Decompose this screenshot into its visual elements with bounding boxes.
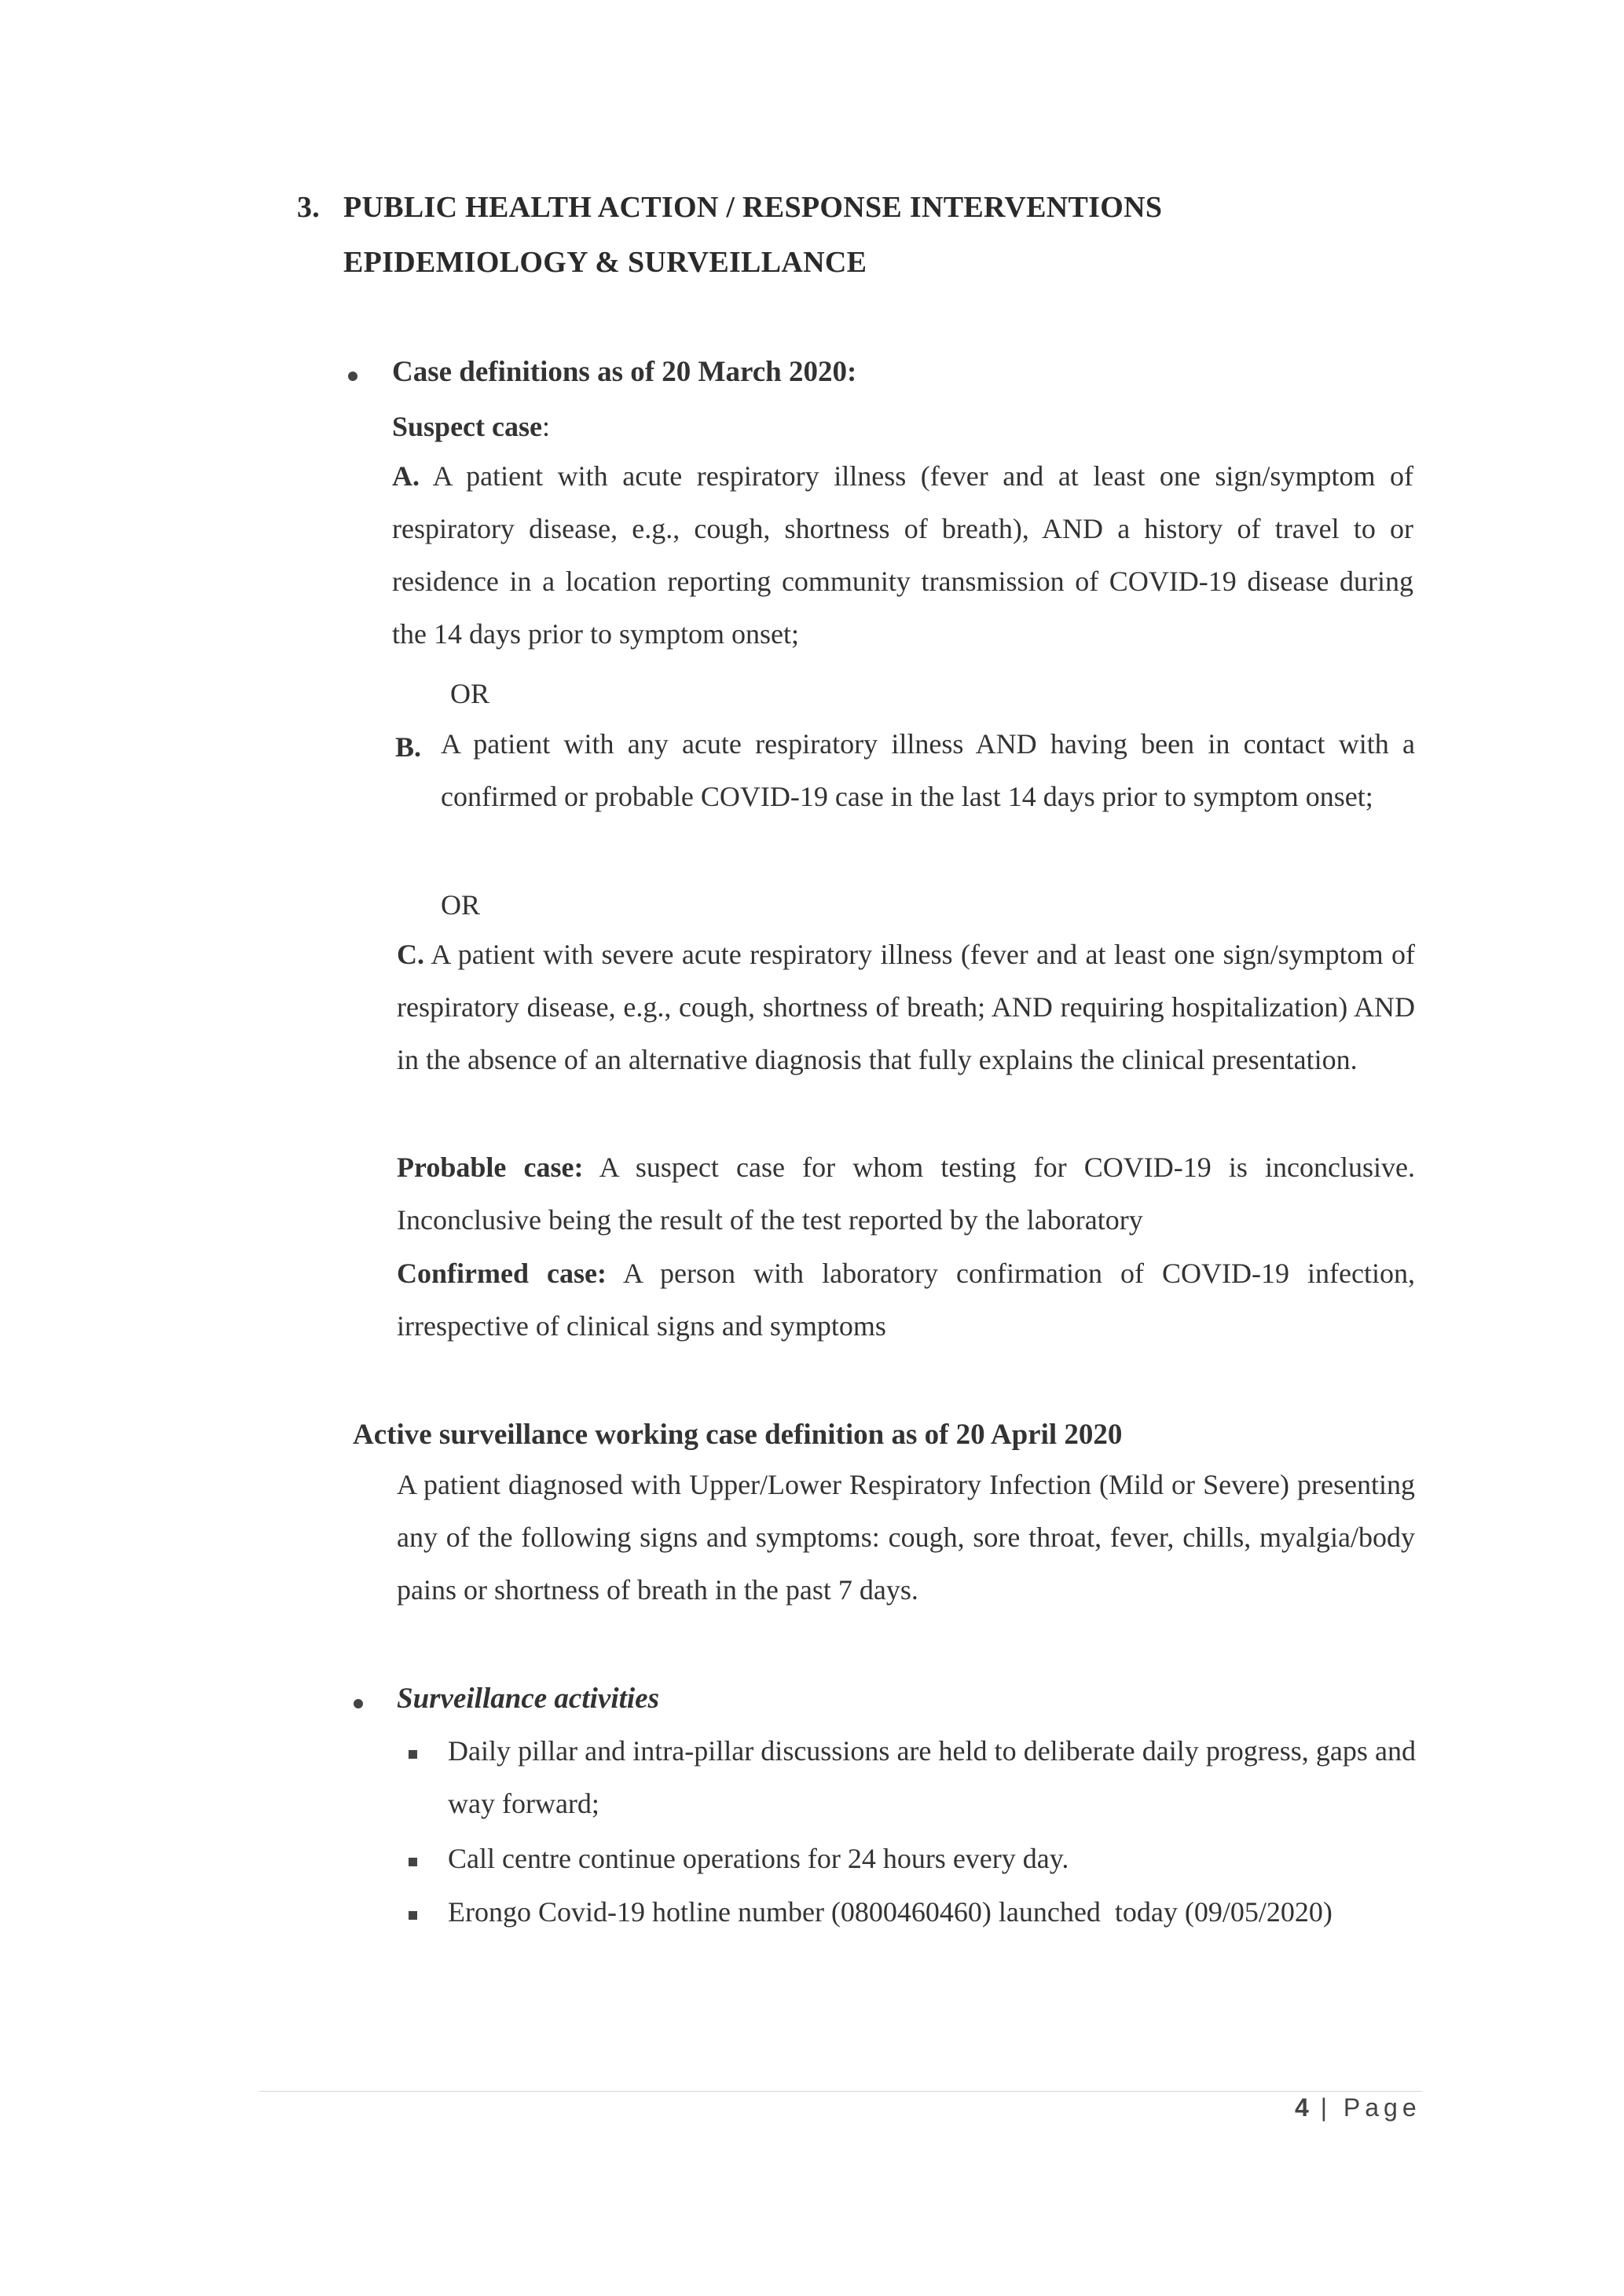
activity-item: Call centre continue operations for 24 hours every day. bbox=[448, 1843, 1069, 1874]
footer-divider bbox=[259, 2091, 1422, 2092]
or-separator: OR bbox=[450, 678, 490, 709]
criterion-c-text: A patient with severe acute respiratory illness (fever and at least one sign/symptom of respiratory disease, e.g., cough, shortness of breath; AND requiring hospitalization) AND in the absence of an alternative diagnosis that fully explains the clinical presentation. bbox=[397, 939, 1416, 1075]
square-bullet-icon bbox=[409, 1858, 417, 1866]
probable-case-text: A suspect case for whom testing for COVID-19 is inconclusive. Inconclusive being the result of the test reported by the laboratory bbox=[397, 1152, 1416, 1236]
confirmed-case bbox=[397, 1247, 1415, 1353]
criterion-c-label: C. bbox=[397, 939, 424, 970]
suspect-case-heading bbox=[392, 410, 550, 443]
page-number: 4 bbox=[1295, 2093, 1309, 2122]
bullet-icon bbox=[348, 372, 357, 381]
square-bullet-icon bbox=[409, 1750, 417, 1759]
suspect-case-colon: : bbox=[542, 411, 551, 442]
suspect-case-label: Suspect case bbox=[392, 411, 542, 442]
case-definitions-heading: Case definitions as of 20 March 2020: bbox=[392, 356, 857, 388]
section-title: PUBLIC HEALTH ACTION / RESPONSE INTERVENTIONS bbox=[343, 191, 1163, 224]
page-footer bbox=[1295, 2093, 1421, 2122]
section-number: 3. bbox=[297, 191, 321, 224]
surveillance-activities-heading: Surveillance activities bbox=[397, 1683, 659, 1715]
criterion-a-label: A. bbox=[392, 460, 420, 492]
criterion-a-text: A patient with acute respiratory illness (fever and at least one sign/symptom of respiratory disease, e.g., cough, shortness of breath), AND a history of travel to or residence in a location reporting community transmission of COVID-19 disease during the 14 days prior to symptom onset; bbox=[392, 460, 1414, 650]
footer-separator: | bbox=[1320, 2093, 1332, 2122]
page-label: Page bbox=[1343, 2093, 1421, 2122]
square-bullet-icon bbox=[409, 1911, 417, 1920]
confirmed-case-label: Confirmed case: bbox=[397, 1258, 607, 1289]
active-surveillance-text: A patient diagnosed with Upper/Lower Respiratory Infection (Mild or Severe) presenting any of the following signs and symptoms: cough, sore throat, fever, chills, myalgia/body pains or shortness of breath in the past 7 days. bbox=[397, 1469, 1415, 1606]
confirmed-case-text: A person with laboratory confirmation of COVID-19 infection, irrespective of clinical signs and symptoms bbox=[397, 1258, 1416, 1342]
bullet-icon bbox=[354, 1699, 363, 1708]
probable-case-label: Probable case: bbox=[397, 1152, 584, 1183]
criterion-b-text: A patient with any acute respiratory illness AND having been in contact with a confirmed or probable COVID-19 case in the last 14 days prior to symptom onset; bbox=[441, 728, 1415, 812]
probable-case bbox=[397, 1141, 1415, 1247]
criterion-b-label: B. bbox=[395, 731, 422, 763]
activity-item: Daily pillar and intra-pillar discussions are held to deliberate daily progress, gaps and way forward; bbox=[448, 1735, 1416, 1819]
or-separator: OR bbox=[441, 889, 481, 921]
criterion-a bbox=[392, 450, 1413, 661]
activity-item: Erongo Covid-19 hotline number (0800460460) launched today (09/05/2020) bbox=[448, 1896, 1333, 1928]
active-surveillance-heading: Active surveillance working case definition as of 20 April 2020 bbox=[353, 1419, 1123, 1451]
section-subtitle: EPIDEMIOLOGY & SURVEILLANCE bbox=[343, 246, 867, 279]
criterion-c bbox=[397, 928, 1415, 1086]
